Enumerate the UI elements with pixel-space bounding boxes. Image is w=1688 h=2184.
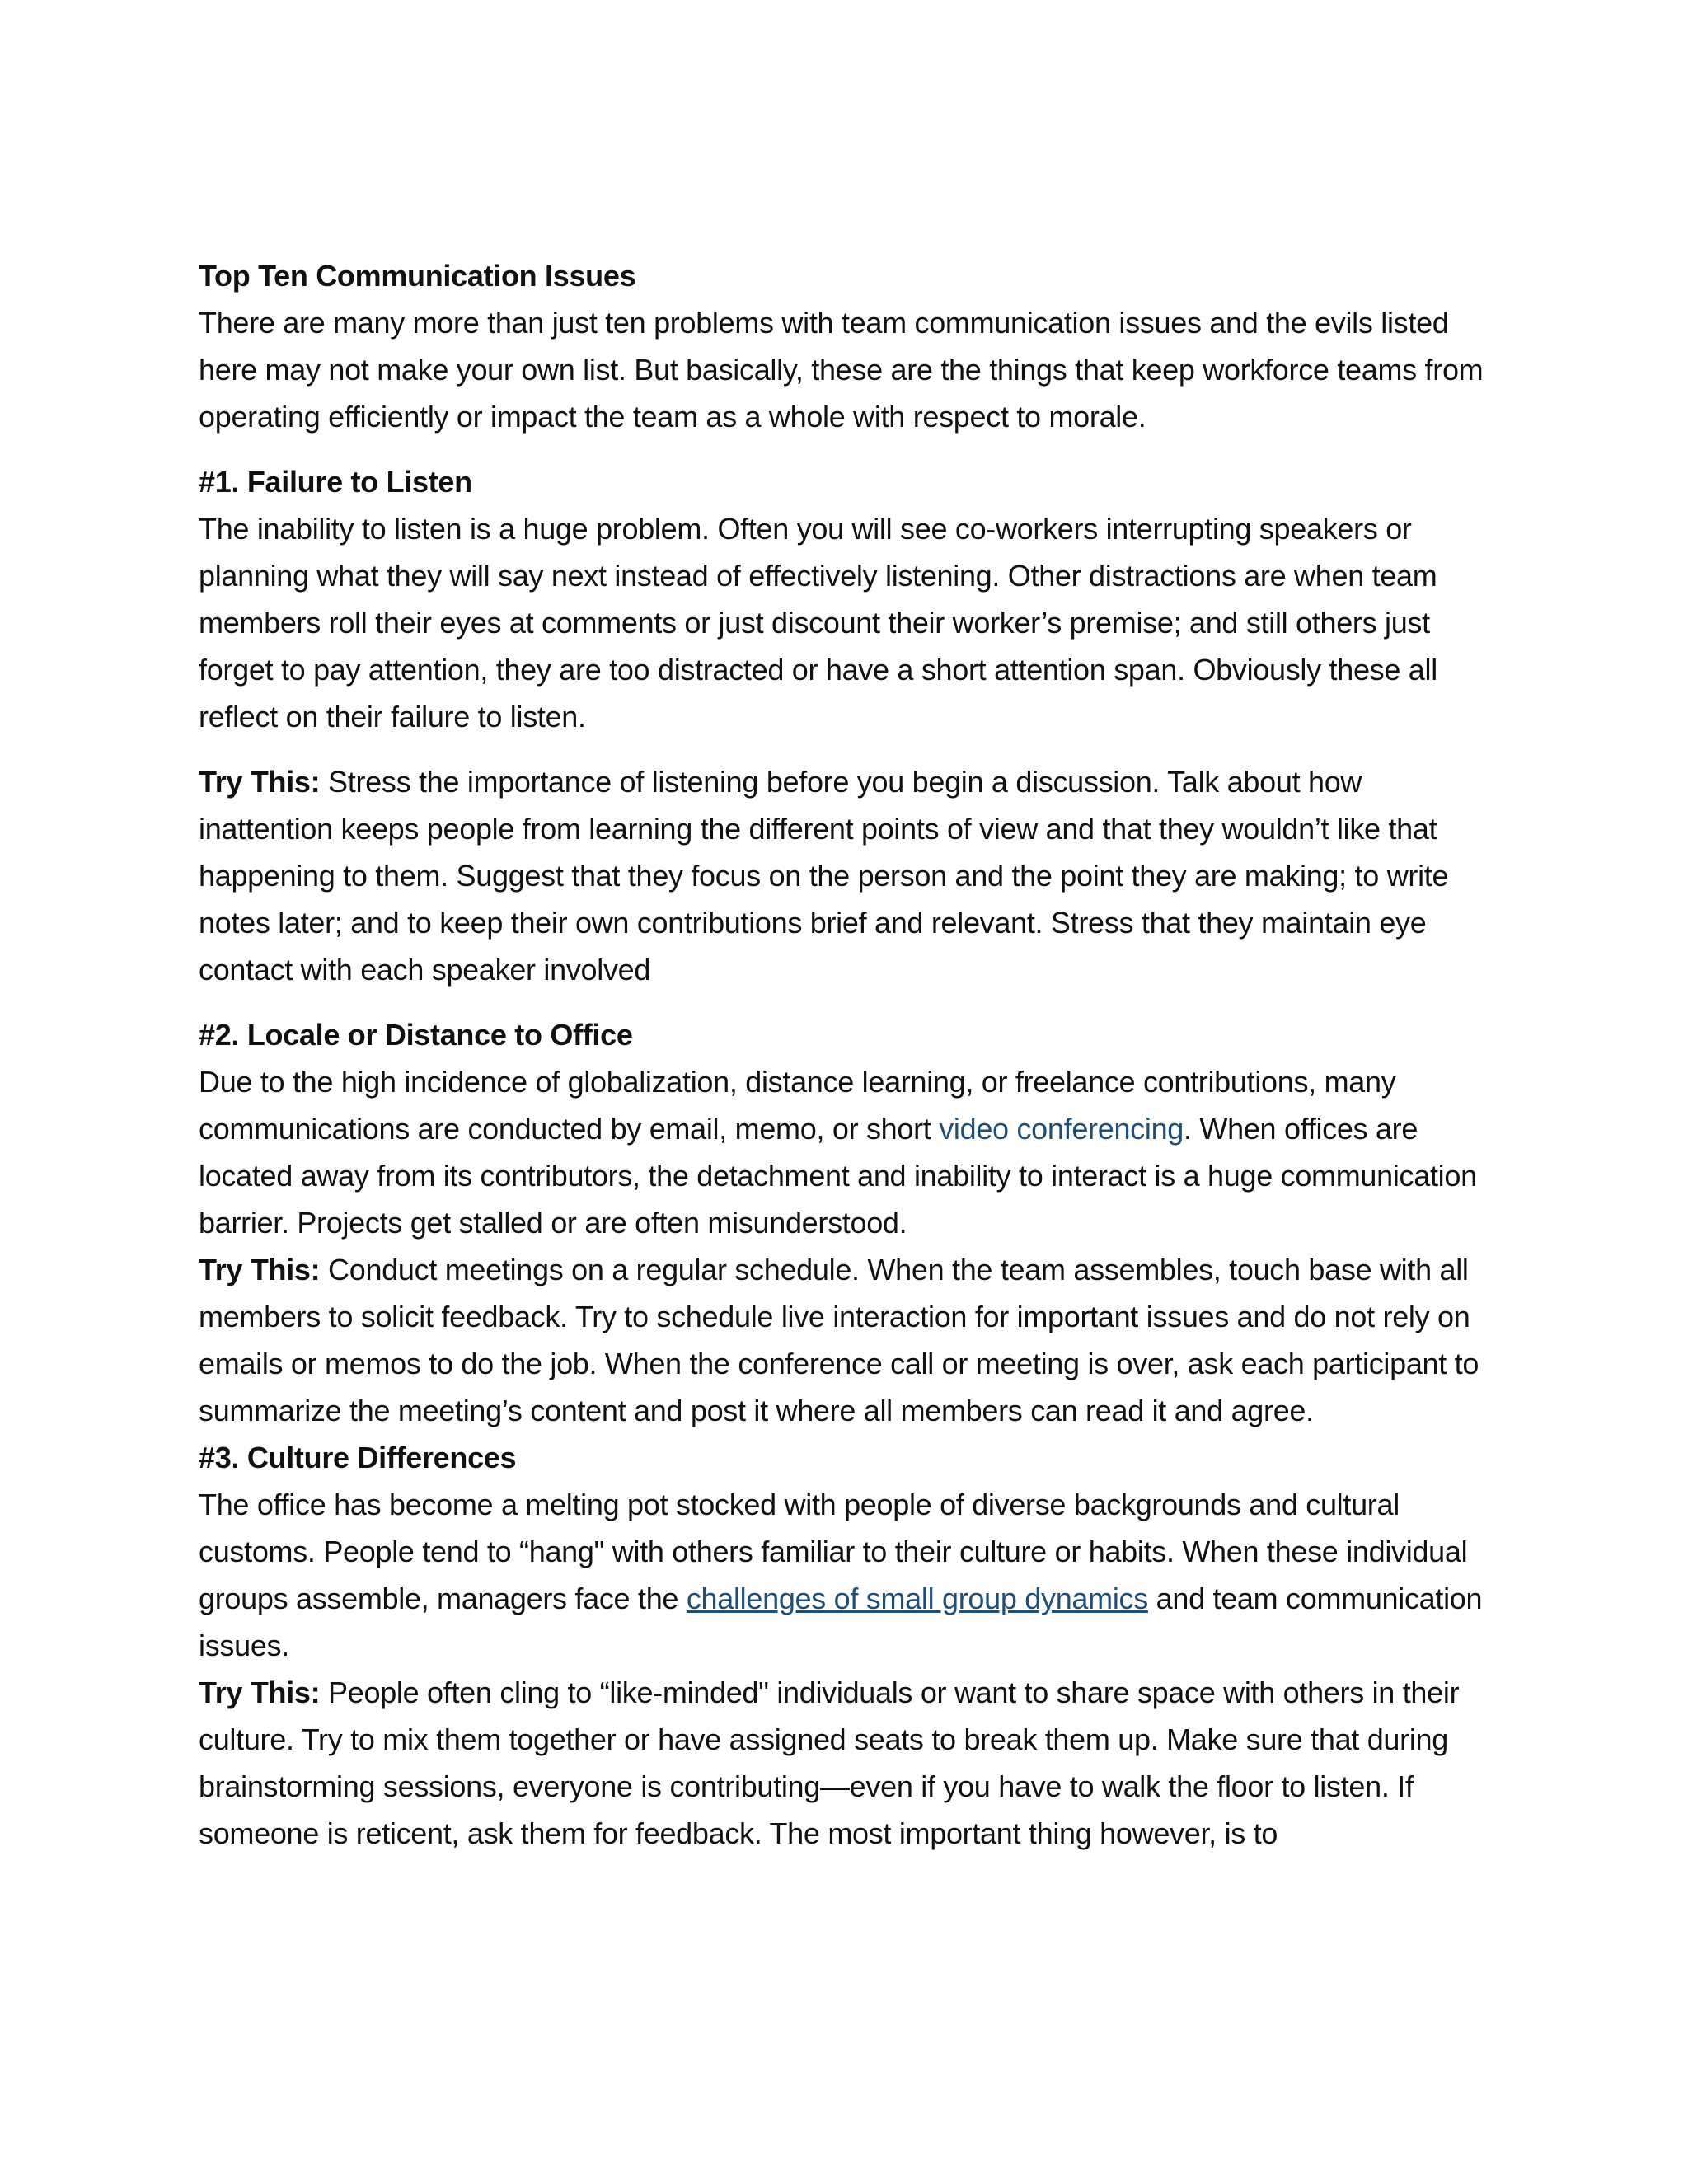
section-1-paragraph: The inability to listen is a huge problem. Often you will see co-workers interrupting speakers or planning what they will say next instead of effectively listening. Other distractions are when team members roll their eyes at comments or just discount their worker’s premise; and still others just forget to pay attention, they are too distracted or have a short attention span. Obviously these all reflect on their failure to listen. — [199, 512, 1437, 733]
document-page — [199, 252, 1501, 1857]
video-conferencing-link[interactable]: video conferencing — [939, 1112, 1184, 1146]
section-1-heading: #1. Failure to Listen — [199, 465, 472, 499]
try-this-label: Try This: — [199, 1675, 321, 1709]
try-this-text: People often cling to “like-minded" individuals or want to share space with others in their culture. Try to mix them together or have assigned seats to break them up. Make sure that during brainstorming sessions, everyone is contributing—even if you have to walk the floor to listen. If someone is reticent, ask them for feedback. The most important thing however, is to — [199, 1675, 1460, 1850]
section-1-try-this — [199, 758, 1501, 993]
section-2-try-this — [199, 1246, 1501, 1434]
section-2-heading: #2. Locale or Distance to Office — [199, 1018, 633, 1052]
try-this-label: Try This: — [199, 765, 321, 799]
try-this-text: Conduct meetings on a regular schedule. When the team assembles, touch base with all members to solicit feedback. Try to schedule live interaction for important issues and do not rely on emails or memos to do the job. When the conference call or meeting is over, ask each participant to summarize the meeting’s content and post it where all members can read it and agree. — [199, 1253, 1479, 1427]
section-3-text-after-link: and team communication issues. — [199, 1582, 1483, 1662]
section-2-text-before-link: Due to the high incidence of globalization, distance learning, or freelance contributions, many communications are conducted by email, memo, or short — [199, 1065, 1396, 1146]
section-3-text-before-link: The office has become a melting pot stocked with people of diverse backgrounds and cultural customs. People tend to “hang" with others familiar to their culture or habits. When these individual groups assemble, managers face the — [199, 1488, 1468, 1615]
small-group-dynamics-link[interactable]: challenges of small group dynamics — [686, 1582, 1148, 1615]
try-this-text: Stress the importance of listening before you begin a discussion. Talk about how inattention keeps people from learning the different points of view and that they wouldn’t like that happening to them. Suggest that they focus on the person and the point they are making; to write notes later; and to keep their own contributions brief and relevant. Stress that they maintain eye contact with each speaker involved — [199, 765, 1449, 987]
document-title: Top Ten Communication Issues — [199, 259, 636, 293]
intro-paragraph: There are many more than just ten problems with team communication issues and the evils listed here may not make your own list. But basically, these are the things that keep workforce teams from operating efficiently or impact the team as a whole with respect to morale. — [199, 306, 1484, 434]
try-this-label: Try This: — [199, 1253, 321, 1286]
section-3-try-this — [199, 1669, 1501, 1857]
section-2-paragraph — [199, 1058, 1501, 1246]
section-3-paragraph — [199, 1481, 1501, 1669]
section-3-heading: #3. Culture Differences — [199, 1441, 517, 1474]
section-2-text-after-link: . When offices are located away from its contributors, the detachment and inability to interact is a huge communication barrier. Projects get stalled or are often misunderstood. — [199, 1112, 1477, 1240]
